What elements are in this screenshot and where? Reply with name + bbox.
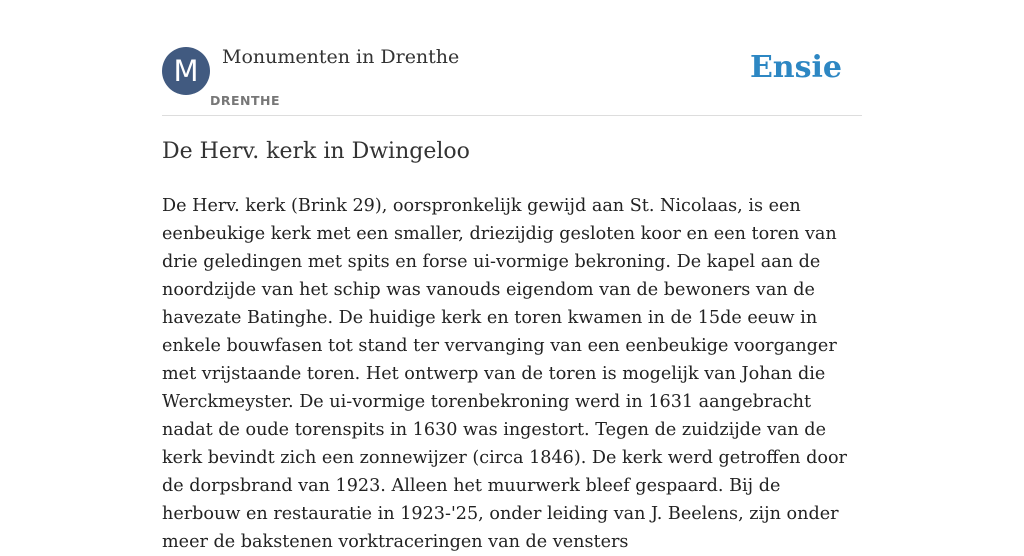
brand-logo[interactable]: Ensie: [749, 50, 842, 85]
category-label[interactable]: DRENTHE: [210, 93, 281, 108]
avatar[interactable]: M: [162, 47, 210, 95]
article-title: De Herv. kerk in Dwingeloo: [162, 139, 470, 164]
book-title-link[interactable]: Monumenten in Drenthe: [222, 46, 460, 68]
article-body: De Herv. kerk (Brink 29), oorspronkelijk gewijd aan St. Nicolaas, is een eenbeukige kerk met een smaller, driezijdig gesloten koor en een toren van drie geledingen met spits en forse ui-vormige bekroning. De kapel aan de noordzijde van het schip was vanouds eigendom van de bewoners van de havezate Batinghe. De huidige kerk en toren kwamen in de 15de eeuw in enkele bouwfasen tot stand ter vervanging van een eenbeukige voorganger met vrijstaande toren. Het ontwerp van de toren is mogelijk van Johan die Werckmeyster. De ui-vormige torenbekroning werd in 1631 aangebracht nadat de oude torenspits in 1630 was ingestort. Tegen de zuidzijde van de kerk bevindt zich een zonnewijzer (circa 1846). De kerk werd getroffen door de dorpsbrand van 1923. Alleen het muurwerk bleef gespaard. Bij de herbouw en restauratie in 1923-'25, onder leiding van J. Beelens, zijn onder meer de bakstenen vorktraceringen van de vensters: [162, 196, 847, 552]
header: [162, 40, 862, 116]
